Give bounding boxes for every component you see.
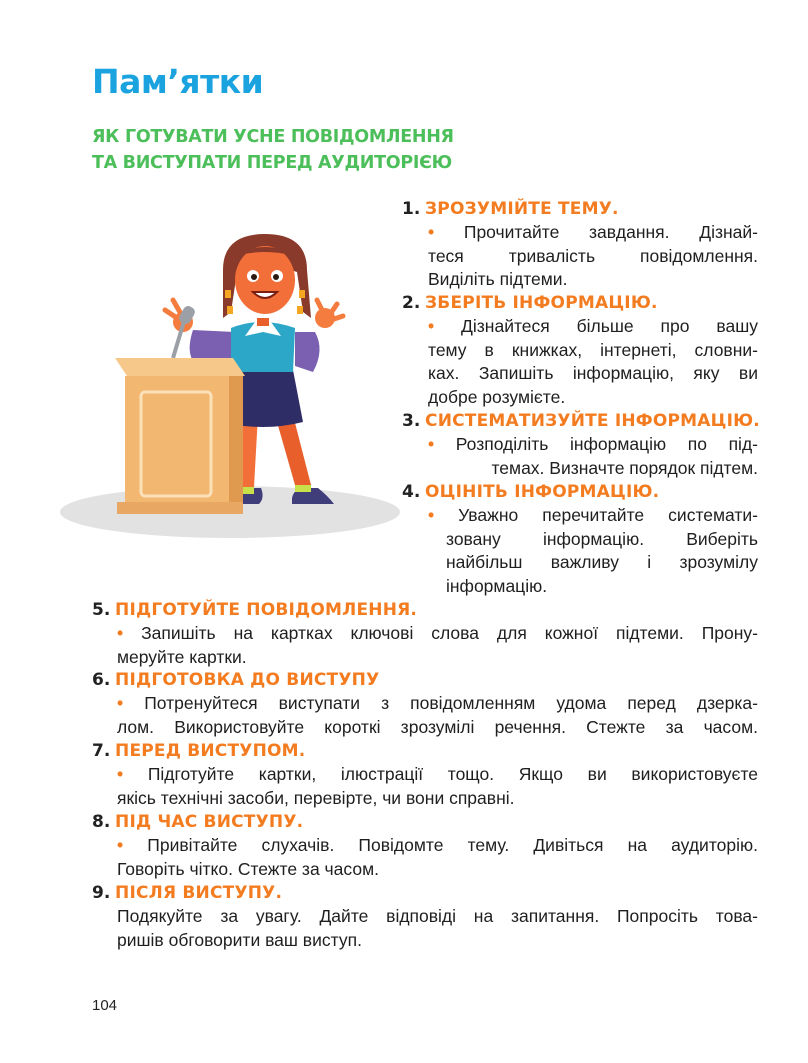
step-4-text: • Уважно перечитайте системати- зовану інформацію. Виберіть найбільш важливу і зрозумілу інформацію. xyxy=(428,505,758,596)
subtitle-line-1: ЯК ГОТУВАТИ УСНЕ ПОВІДОМЛЕННЯ xyxy=(92,127,454,147)
step-title: СИСТЕМАТИЗУЙТЕ ІНФОРМАЦІЮ. xyxy=(425,411,760,431)
step-number: 3. xyxy=(402,411,421,431)
bullet-icon: • xyxy=(428,222,435,242)
step-9-text: Подякуйте за увагу. Дайте відповіді на запитання. Попросіть това- ришів обговорити ваш виступ. xyxy=(117,906,758,950)
step-title: ЗБЕРІТЬ ІНФОРМАЦІЮ. xyxy=(425,293,658,313)
step-4 xyxy=(402,480,758,598)
podium-top xyxy=(115,358,245,376)
step-5-text: • Запишіть на картках ключові слова для кожної підтеми. Прону- меруйте картки. xyxy=(117,623,758,667)
step-number: 8. xyxy=(92,812,111,832)
step-7-text: • Підготуйте картки, ілюстрації тощо. Якщо ви використовуєте якісь технічні засоби, перевірте, чи вони справні. xyxy=(117,764,758,808)
step-title: ОЦІНІТЬ ІНФОРМАЦІЮ. xyxy=(425,482,660,502)
step-number: 9. xyxy=(92,883,111,903)
step-1-heading xyxy=(402,197,758,221)
step-number: 6. xyxy=(92,670,111,690)
step-title: ПІСЛЯ ВИСТУПУ. xyxy=(115,883,283,903)
bullet-icon: • xyxy=(428,505,435,525)
step-title: ПЕРЕД ВИСТУПОМ. xyxy=(115,741,306,761)
step-number: 5. xyxy=(92,600,111,620)
right-arm xyxy=(295,332,320,372)
step-3-heading xyxy=(402,409,758,433)
step-2-text: • Дізнайтеся більше про вашу тему в книжках, інтернеті, словни- ках. Запишіть інформацію, яку ви добре розумієте. xyxy=(428,316,758,407)
step-7 xyxy=(92,739,758,810)
page-title: Пам’ятки xyxy=(92,62,264,101)
step-title: ПІД ЧАС ВИСТУПУ. xyxy=(115,812,304,832)
bullet-icon: • xyxy=(117,764,124,784)
bullet-icon: • xyxy=(117,835,124,855)
step-8 xyxy=(92,810,758,881)
step-5 xyxy=(92,598,758,669)
step-number: 7. xyxy=(92,741,111,761)
step-1-text: • Прочитайте завдання. Дізнай- теся тривалість повідомлення. Виділіть підтеми. xyxy=(428,222,758,289)
bullet-icon: • xyxy=(117,623,124,643)
section-subtitle xyxy=(92,124,454,176)
step-title: ЗРОЗУМІЙТЕ ТЕМУ. xyxy=(425,199,619,219)
step-9-heading xyxy=(92,881,758,905)
step-7-heading xyxy=(92,739,758,763)
step-title: ПІДГОТОВКА ДО ВИСТУПУ xyxy=(115,670,380,690)
bullet-icon: • xyxy=(428,434,435,454)
page-number: 104 xyxy=(92,997,118,1014)
step-3-text: • Розподіліть інформацію по під- темах. Визначте порядок підтем. xyxy=(428,434,758,478)
step-9 xyxy=(92,881,758,952)
step-3 xyxy=(402,409,758,480)
step-number: 1. xyxy=(402,199,421,219)
step-2 xyxy=(402,291,758,409)
step-6-heading xyxy=(92,668,758,692)
step-1 xyxy=(402,197,758,292)
step-6 xyxy=(92,668,758,739)
speaker-illustration xyxy=(55,230,400,540)
subtitle-line-2: ТА ВИСТУПАТИ ПЕРЕД АУДИТОРІЄЮ xyxy=(92,153,452,173)
bullet-icon: • xyxy=(117,693,124,713)
bullet-icon: • xyxy=(428,316,435,336)
step-title: ПІДГОТУЙТЕ ПОВІДОМЛЕННЯ. xyxy=(115,600,418,620)
step-8-text: • Привітайте слухачів. Повідомте тему. Дивіться на аудиторію. Говоріть чітко. Стежте за часом. xyxy=(117,835,758,879)
face xyxy=(235,246,295,314)
step-2-heading xyxy=(402,291,758,315)
step-4-heading xyxy=(402,480,758,504)
step-8-heading xyxy=(92,810,758,834)
step-number: 2. xyxy=(402,293,421,313)
step-6-text: • Потренуйтеся виступати з повідомленням удома перед дзерка- лом. Використовуйте короткі зрозумілі речення. Стежте за часом. xyxy=(117,693,758,737)
step-number: 4. xyxy=(402,482,421,502)
step-5-heading xyxy=(92,598,758,622)
